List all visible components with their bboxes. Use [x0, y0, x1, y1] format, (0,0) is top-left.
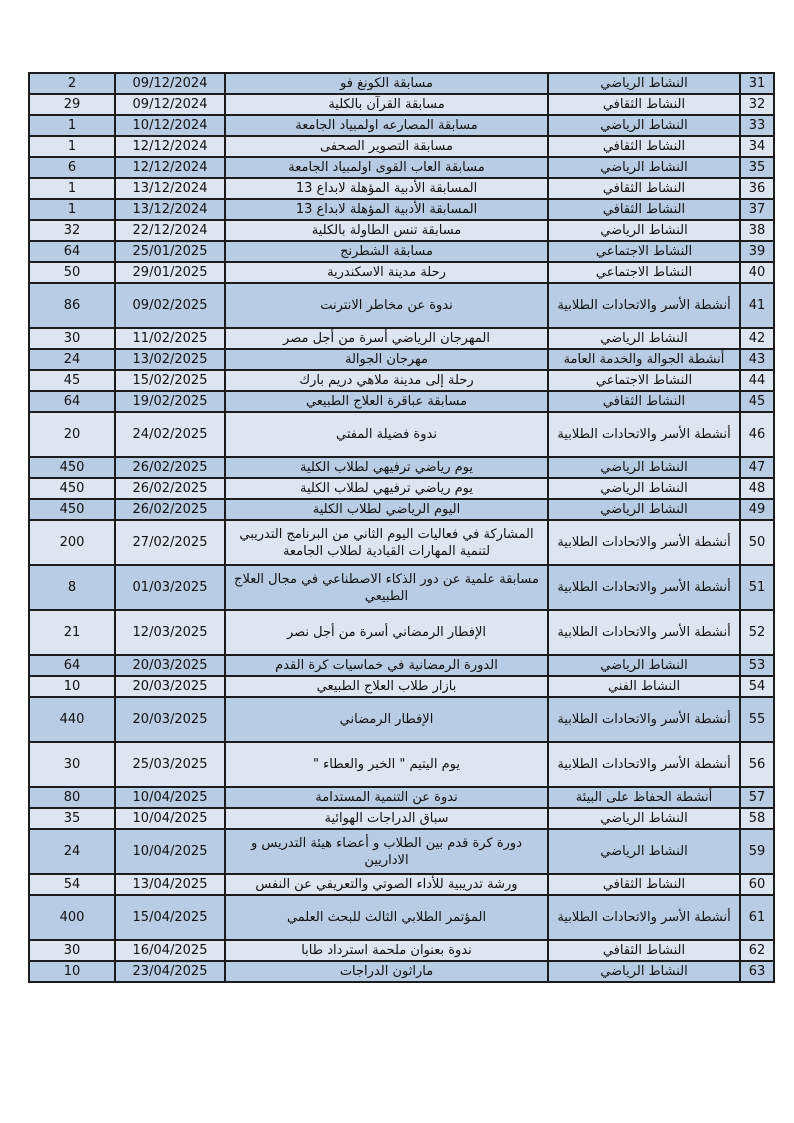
table-row — [29, 199, 774, 220]
activity-date-cell: 29/01/2025 — [115, 262, 225, 283]
activity-date-cell: 13/12/2024 — [115, 178, 225, 199]
activity-date-cell: 20/03/2025 — [115, 697, 225, 742]
activity-type-cell: النشاط الرياضي — [548, 808, 740, 829]
activity-title-cell: اليوم الرياضي لطلاب الكلية — [225, 499, 548, 520]
participant-count-cell: 200 — [29, 520, 115, 565]
activity-date-cell: 01/03/2025 — [115, 565, 225, 610]
table-row — [29, 940, 774, 961]
participant-count-cell: 50 — [29, 262, 115, 283]
table-row — [29, 370, 774, 391]
activity-date-cell: 23/04/2025 — [115, 961, 225, 982]
participant-count-cell: 400 — [29, 895, 115, 940]
table-row — [29, 115, 774, 136]
activity-title-cell: بازار طلاب العلاج الطبيعي — [225, 676, 548, 697]
activity-type-cell: النشاط الاجتماعي — [548, 262, 740, 283]
activity-title-cell: رحلة مدينة الاسكندرية — [225, 262, 548, 283]
row-number-cell: 32 — [740, 94, 774, 115]
activity-type-cell: النشاط الثقافي — [548, 391, 740, 412]
row-number-cell: 61 — [740, 895, 774, 940]
activity-type-cell: النشاط الثقافي — [548, 940, 740, 961]
activity-type-cell: النشاط الثقافي — [548, 874, 740, 895]
table-row — [29, 676, 774, 697]
participant-count-cell: 45 — [29, 370, 115, 391]
activity-type-cell: النشاط الثقافي — [548, 178, 740, 199]
activity-title-cell: مسابقة تنس الطاولة بالكلية — [225, 220, 548, 241]
participant-count-cell: 10 — [29, 676, 115, 697]
table-row — [29, 961, 774, 982]
table-row — [29, 457, 774, 478]
table-row — [29, 610, 774, 655]
row-number-cell: 53 — [740, 655, 774, 676]
participant-count-cell: 29 — [29, 94, 115, 115]
activity-date-cell: 09/12/2024 — [115, 73, 225, 94]
activity-date-cell: 10/04/2025 — [115, 787, 225, 808]
participant-count-cell: 30 — [29, 328, 115, 349]
activity-title-cell: ندوة عن مخاطر الانترنت — [225, 283, 548, 328]
participant-count-cell: 440 — [29, 697, 115, 742]
participant-count-cell: 64 — [29, 241, 115, 262]
activity-date-cell: 25/01/2025 — [115, 241, 225, 262]
participant-count-cell: 64 — [29, 391, 115, 412]
activity-date-cell: 12/03/2025 — [115, 610, 225, 655]
activity-title-cell: مسابقة علمية عن دور الذكاء الاصطناعي في مجال العلاج الطبيعي — [225, 565, 548, 610]
activity-type-cell: أنشطة الأسر والاتحادات الطلابية — [548, 283, 740, 328]
row-number-cell: 62 — [740, 940, 774, 961]
participant-count-cell: 21 — [29, 610, 115, 655]
activity-title-cell: المؤتمر الطلابي الثالث للبحث العلمي — [225, 895, 548, 940]
row-number-cell: 38 — [740, 220, 774, 241]
activity-type-cell: النشاط الرياضي — [548, 478, 740, 499]
activity-title-cell: ندوة عن التنمية المستدامة — [225, 787, 548, 808]
activity-date-cell: 16/04/2025 — [115, 940, 225, 961]
activity-title-cell: يوم اليتيم " الخير والعطاء " — [225, 742, 548, 787]
activity-type-cell: أنشطة الحفاظ على البيئة — [548, 787, 740, 808]
participant-count-cell: 30 — [29, 940, 115, 961]
table-row — [29, 808, 774, 829]
row-number-cell: 44 — [740, 370, 774, 391]
participant-count-cell: 6 — [29, 157, 115, 178]
row-number-cell: 43 — [740, 349, 774, 370]
table-row — [29, 349, 774, 370]
table-row — [29, 241, 774, 262]
activities-table-body — [29, 73, 774, 982]
participant-count-cell: 54 — [29, 874, 115, 895]
row-number-cell: 57 — [740, 787, 774, 808]
activity-type-cell: النشاط الرياضي — [548, 73, 740, 94]
participant-count-cell: 86 — [29, 283, 115, 328]
participant-count-cell: 450 — [29, 478, 115, 499]
activity-type-cell: النشاط الرياضي — [548, 829, 740, 874]
row-number-cell: 48 — [740, 478, 774, 499]
row-number-cell: 49 — [740, 499, 774, 520]
activity-title-cell: ورشة تدريبية للأداء الصوتي والتعريفي عن النفس — [225, 874, 548, 895]
participant-count-cell: 1 — [29, 178, 115, 199]
activity-date-cell: 10/12/2024 — [115, 115, 225, 136]
activity-date-cell: 10/04/2025 — [115, 829, 225, 874]
row-number-cell: 42 — [740, 328, 774, 349]
row-number-cell: 63 — [740, 961, 774, 982]
row-number-cell: 47 — [740, 457, 774, 478]
activity-date-cell: 27/02/2025 — [115, 520, 225, 565]
row-number-cell: 37 — [740, 199, 774, 220]
row-number-cell: 54 — [740, 676, 774, 697]
participant-count-cell: 20 — [29, 412, 115, 457]
participant-count-cell: 1 — [29, 115, 115, 136]
participant-count-cell: 1 — [29, 136, 115, 157]
participant-count-cell: 8 — [29, 565, 115, 610]
table-row — [29, 391, 774, 412]
activity-title-cell: يوم رياضي ترفيهي لطلاب الكلية — [225, 478, 548, 499]
participant-count-cell: 30 — [29, 742, 115, 787]
activity-date-cell: 12/12/2024 — [115, 136, 225, 157]
activity-date-cell: 26/02/2025 — [115, 457, 225, 478]
participant-count-cell: 450 — [29, 499, 115, 520]
row-number-cell: 36 — [740, 178, 774, 199]
table-row — [29, 742, 774, 787]
activity-title-cell: المشاركة في فعاليات اليوم الثاني من البرنامج التدريبي لتنمية المهارات القيادية لطلاب الجامعة — [225, 520, 548, 565]
activity-type-cell: النشاط الثقافي — [548, 136, 740, 157]
row-number-cell: 31 — [740, 73, 774, 94]
activity-title-cell: سباق الدراجات الهوائية — [225, 808, 548, 829]
activity-title-cell: مسابقة الكونغ فو — [225, 73, 548, 94]
activity-title-cell: مسابقة القرآن بالكلية — [225, 94, 548, 115]
activity-date-cell: 13/12/2024 — [115, 199, 225, 220]
activity-title-cell: مسابقة العاب القوى اولمبياد الجامعة — [225, 157, 548, 178]
activity-date-cell: 09/12/2024 — [115, 94, 225, 115]
activity-title-cell: الدورة الرمضانية في خماسيات كرة القدم — [225, 655, 548, 676]
participant-count-cell: 32 — [29, 220, 115, 241]
participant-count-cell: 450 — [29, 457, 115, 478]
activity-title-cell: مسابقة التصوير الصحفى — [225, 136, 548, 157]
activity-date-cell: 26/02/2025 — [115, 499, 225, 520]
table-row — [29, 697, 774, 742]
row-number-cell: 58 — [740, 808, 774, 829]
activity-type-cell: النشاط الرياضي — [548, 457, 740, 478]
activity-title-cell: المهرجان الرياضي أسرة من أجل مصر — [225, 328, 548, 349]
row-number-cell: 35 — [740, 157, 774, 178]
activity-type-cell: النشاط الثقافي — [548, 199, 740, 220]
participant-count-cell: 10 — [29, 961, 115, 982]
table-row — [29, 478, 774, 499]
activity-date-cell: 12/12/2024 — [115, 157, 225, 178]
participant-count-cell: 2 — [29, 73, 115, 94]
activity-type-cell: أنشطة الأسر والاتحادات الطلابية — [548, 412, 740, 457]
row-number-cell: 40 — [740, 262, 774, 283]
activity-type-cell: أنشطة الأسر والاتحادات الطلابية — [548, 895, 740, 940]
row-number-cell: 51 — [740, 565, 774, 610]
activity-type-cell: النشاط الاجتماعي — [548, 241, 740, 262]
activity-title-cell: الإفطار الرمضاني — [225, 697, 548, 742]
table-row — [29, 412, 774, 457]
activity-type-cell: النشاط الرياضي — [548, 220, 740, 241]
activity-type-cell: النشاط الرياضي — [548, 328, 740, 349]
activity-title-cell: ماراثون الدراجات — [225, 961, 548, 982]
activity-date-cell: 25/03/2025 — [115, 742, 225, 787]
participant-count-cell: 35 — [29, 808, 115, 829]
activity-date-cell: 09/02/2025 — [115, 283, 225, 328]
activity-type-cell: النشاط الرياضي — [548, 655, 740, 676]
activity-title-cell: الإفطار الرمضاني أسرة من أجل نصر — [225, 610, 548, 655]
row-number-cell: 50 — [740, 520, 774, 565]
activity-title-cell: المسابقة الأدبية المؤهلة لابداع 13 — [225, 199, 548, 220]
table-row — [29, 178, 774, 199]
activity-type-cell: أنشطة الأسر والاتحادات الطلابية — [548, 697, 740, 742]
table-row — [29, 73, 774, 94]
activity-date-cell: 20/03/2025 — [115, 676, 225, 697]
table-row — [29, 220, 774, 241]
activity-type-cell: النشاط الاجتماعي — [548, 370, 740, 391]
activities-table — [28, 72, 775, 983]
activity-title-cell: يوم رياضي ترفيهي لطلاب الكلية — [225, 457, 548, 478]
table-row — [29, 499, 774, 520]
activity-date-cell: 11/02/2025 — [115, 328, 225, 349]
activity-date-cell: 15/04/2025 — [115, 895, 225, 940]
participant-count-cell: 1 — [29, 199, 115, 220]
table-row — [29, 829, 774, 874]
activity-title-cell: ندوة فضيلة المفتي — [225, 412, 548, 457]
activity-type-cell: النشاط الرياضي — [548, 115, 740, 136]
table-row — [29, 520, 774, 565]
activity-type-cell: أنشطة الأسر والاتحادات الطلابية — [548, 610, 740, 655]
table-row — [29, 328, 774, 349]
activity-type-cell: النشاط الرياضي — [548, 961, 740, 982]
table-row — [29, 283, 774, 328]
activity-title-cell: ندوة بعنوان ملحمة استرداد طابا — [225, 940, 548, 961]
table-row — [29, 94, 774, 115]
activity-title-cell: رحلة إلى مدينة ملاهي دريم بارك — [225, 370, 548, 391]
activity-type-cell: أنشطة الأسر والاتحادات الطلابية — [548, 520, 740, 565]
row-number-cell: 33 — [740, 115, 774, 136]
table-row — [29, 262, 774, 283]
activity-type-cell: النشاط الفني — [548, 676, 740, 697]
activity-date-cell: 19/02/2025 — [115, 391, 225, 412]
row-number-cell: 60 — [740, 874, 774, 895]
row-number-cell: 52 — [740, 610, 774, 655]
participant-count-cell: 64 — [29, 655, 115, 676]
activity-date-cell: 10/04/2025 — [115, 808, 225, 829]
activity-type-cell: أنشطة الجوالة والخدمة العامة — [548, 349, 740, 370]
table-row — [29, 136, 774, 157]
activity-title-cell: مهرجان الجوالة — [225, 349, 548, 370]
activity-type-cell: النشاط الرياضي — [548, 499, 740, 520]
activity-title-cell: مسابقة الشطرنج — [225, 241, 548, 262]
row-number-cell: 55 — [740, 697, 774, 742]
table-row — [29, 787, 774, 808]
row-number-cell: 34 — [740, 136, 774, 157]
table-row — [29, 157, 774, 178]
activity-date-cell: 20/03/2025 — [115, 655, 225, 676]
activity-type-cell: النشاط الرياضي — [548, 157, 740, 178]
activity-date-cell: 15/02/2025 — [115, 370, 225, 391]
table-row — [29, 874, 774, 895]
row-number-cell: 45 — [740, 391, 774, 412]
table-row — [29, 895, 774, 940]
row-number-cell: 46 — [740, 412, 774, 457]
participant-count-cell: 24 — [29, 349, 115, 370]
table-row — [29, 655, 774, 676]
activity-date-cell: 26/02/2025 — [115, 478, 225, 499]
row-number-cell: 41 — [740, 283, 774, 328]
row-number-cell: 39 — [740, 241, 774, 262]
activity-title-cell: مسابقة المصارعه اولمبياد الجامعة — [225, 115, 548, 136]
participant-count-cell: 80 — [29, 787, 115, 808]
activity-title-cell: مسابقة عباقرة العلاج الطبيعي — [225, 391, 548, 412]
activity-date-cell: 13/04/2025 — [115, 874, 225, 895]
activity-type-cell: النشاط الثقافي — [548, 94, 740, 115]
activity-title-cell: دورة كرة قدم بين الطلاب و أعضاء هيئة التدريس و الاداريين — [225, 829, 548, 874]
activity-type-cell: أنشطة الأسر والاتحادات الطلابية — [548, 742, 740, 787]
row-number-cell: 59 — [740, 829, 774, 874]
activity-date-cell: 22/12/2024 — [115, 220, 225, 241]
activity-type-cell: أنشطة الأسر والاتحادات الطلابية — [548, 565, 740, 610]
row-number-cell: 56 — [740, 742, 774, 787]
activity-date-cell: 24/02/2025 — [115, 412, 225, 457]
activity-date-cell: 13/02/2025 — [115, 349, 225, 370]
table-row — [29, 565, 774, 610]
participant-count-cell: 24 — [29, 829, 115, 874]
activity-title-cell: المسابقة الأدبية المؤهلة لابداع 13 — [225, 178, 548, 199]
